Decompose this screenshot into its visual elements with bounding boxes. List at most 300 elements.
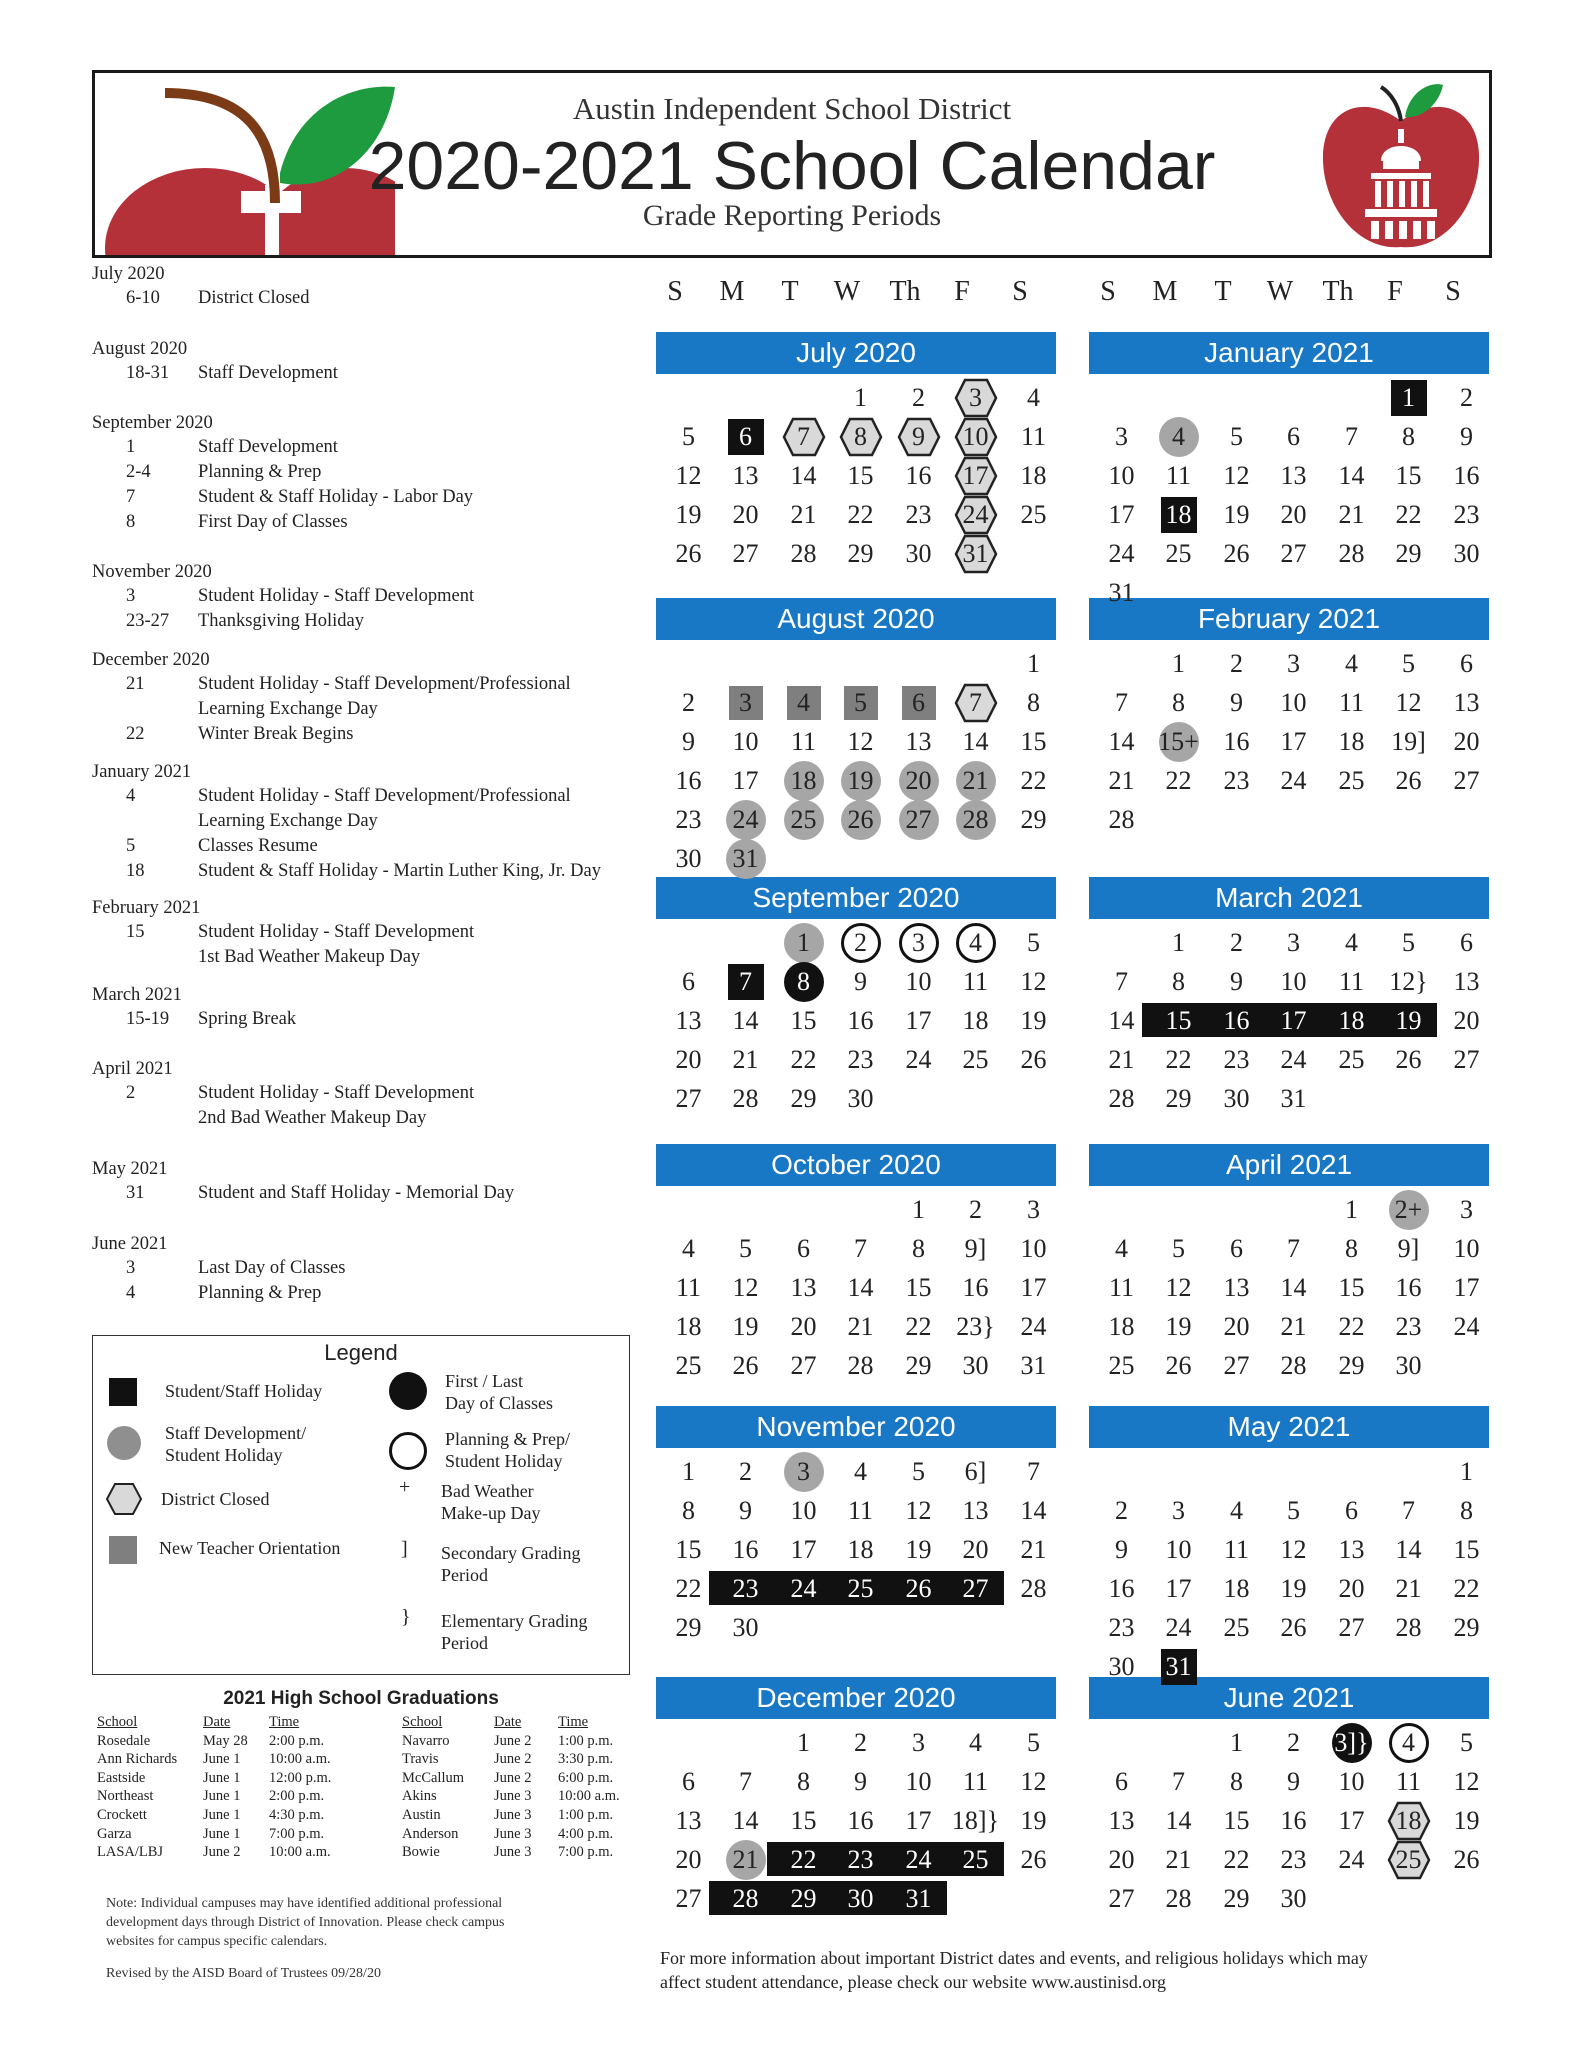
day-number: 26	[675, 539, 702, 568]
day-number: 11	[1165, 461, 1192, 490]
day-number: 5	[1287, 1496, 1300, 1525]
calendar-day	[1438, 1491, 1495, 1530]
plus-symbol: +	[399, 1476, 411, 1498]
day-number: 7	[969, 688, 982, 717]
day-number: 30	[962, 1351, 989, 1380]
graduation-cell: June 3	[494, 1825, 532, 1842]
calendar-day	[1093, 1491, 1150, 1530]
calendar-day	[1380, 1762, 1437, 1801]
day-number: 20	[1280, 500, 1307, 529]
day-number: 20	[675, 1045, 702, 1074]
day-number: 25	[1395, 1845, 1422, 1874]
day-number: 5	[1402, 928, 1415, 957]
calendar-day	[1208, 1608, 1265, 1647]
legend-first-last-line2: Day of Classes	[445, 1393, 553, 1413]
calendar-day	[1265, 923, 1322, 962]
calendar-day	[775, 1268, 832, 1307]
day-number: 2	[1115, 1496, 1128, 1525]
day-number: 11	[962, 967, 989, 996]
day-number: 14	[1108, 1006, 1135, 1035]
graduation-cell: Travis	[402, 1751, 439, 1768]
event-month-group	[92, 896, 652, 970]
event-row	[92, 435, 652, 460]
calendar-day	[890, 722, 947, 761]
calendar-day	[1208, 1346, 1265, 1385]
calendar-day	[717, 456, 774, 495]
day-number: 28	[1108, 805, 1135, 834]
calendar-day	[1380, 417, 1437, 456]
month-title-bar: June 2021	[1089, 1677, 1489, 1719]
weekday-header: F	[954, 276, 970, 307]
weekday-header: T	[781, 276, 799, 307]
calendar-day	[890, 378, 947, 417]
day-number: 19	[675, 500, 702, 529]
legend	[92, 1335, 630, 1675]
day-number: 8	[1172, 688, 1185, 717]
day-number: 14	[962, 727, 989, 756]
day-number: 8	[797, 1767, 810, 1796]
day-number: 9]	[964, 1234, 987, 1263]
event-row	[92, 1256, 652, 1281]
graduation-row	[402, 1732, 652, 1751]
calendar-day	[1208, 1723, 1265, 1762]
calendar-day	[717, 761, 774, 800]
day-number: 5	[1172, 1234, 1185, 1263]
calendar-day	[1005, 417, 1062, 456]
graduation-cell: June 3	[494, 1844, 532, 1861]
day-number: 28	[732, 1884, 759, 1913]
graduation-row	[97, 1806, 367, 1825]
month-calendar	[1089, 332, 1489, 612]
day-number: 17	[962, 461, 989, 490]
calendar-day	[717, 1801, 774, 1840]
calendar-day	[1208, 683, 1265, 722]
day-number: 27	[1453, 1045, 1480, 1074]
weekday-header: M	[719, 276, 745, 307]
day-number: 2	[854, 1728, 867, 1757]
month-calendar	[656, 877, 1056, 1118]
calendar-day	[1438, 1229, 1495, 1268]
calendar-day	[717, 962, 774, 1001]
calendar-day	[660, 456, 717, 495]
calendar-day	[1323, 683, 1380, 722]
day-number: 17	[790, 1535, 817, 1564]
calendar-day	[1265, 1307, 1322, 1346]
calendar-day	[1005, 378, 1062, 417]
day-number: 5	[739, 1234, 752, 1263]
day-number: 30	[905, 539, 932, 568]
graduation-row	[97, 1732, 367, 1751]
day-number: 18	[790, 766, 817, 795]
calendar-day	[775, 962, 832, 1001]
day-number: 17	[1165, 1574, 1192, 1603]
day-number: 30	[732, 1613, 759, 1642]
day-number: 4	[969, 928, 982, 957]
day-number: 24	[732, 805, 759, 834]
legend-first-last-line1: First / Last	[445, 1371, 524, 1391]
day-number: 2	[854, 928, 867, 957]
day-number: 23	[847, 1045, 874, 1074]
calendar-day	[775, 417, 832, 456]
day-number: 23	[1223, 1045, 1250, 1074]
day-number: 12	[1020, 967, 1047, 996]
calendar-day	[1438, 761, 1495, 800]
day-number: 18	[1338, 1006, 1365, 1035]
day-number: 7	[1287, 1234, 1300, 1263]
event-row	[92, 722, 652, 747]
calendar-day	[890, 1346, 947, 1385]
day-number: 21	[732, 1845, 759, 1874]
calendar-day	[1380, 534, 1437, 573]
calendar-day	[832, 1530, 889, 1569]
event-date: 1	[126, 437, 136, 457]
day-number: 4	[682, 1234, 695, 1263]
day-number: 14	[847, 1273, 874, 1302]
calendar-day	[1323, 1229, 1380, 1268]
calendar-day	[660, 1040, 717, 1079]
day-number: 19	[1165, 1312, 1192, 1341]
day-number: 5	[1230, 422, 1243, 451]
day-number: 27	[732, 539, 759, 568]
event-description: Last Day of Classes	[198, 1258, 346, 1278]
day-number: 19	[1223, 500, 1250, 529]
event-month-group	[92, 1157, 652, 1206]
day-number: 13	[1280, 461, 1307, 490]
day-number: 15	[1165, 1006, 1192, 1035]
calendar-day	[1005, 1307, 1062, 1346]
calendar-day	[775, 761, 832, 800]
page-title: 2020-2021 School Calendar	[368, 128, 1216, 204]
legend-staff-dev-line1: Staff Development/	[165, 1423, 307, 1443]
day-number: 3	[1172, 1496, 1185, 1525]
calendar-day	[1438, 534, 1495, 573]
day-number: 11	[1223, 1535, 1250, 1564]
month-calendar	[656, 1677, 1056, 1918]
day-number: 14	[1165, 1806, 1192, 1835]
day-number: 18	[847, 1535, 874, 1564]
day-number: 4	[1172, 422, 1185, 451]
day-number: 23	[1223, 766, 1250, 795]
gray-circle-icon	[107, 1426, 141, 1460]
calendar-day	[1093, 683, 1150, 722]
day-number: 4	[1115, 1234, 1128, 1263]
calendar-day	[1265, 1879, 1322, 1918]
calendar-day	[1208, 1491, 1265, 1530]
day-number: 6	[1460, 649, 1473, 678]
day-number: 11	[790, 727, 817, 756]
day-number: 30	[847, 1884, 874, 1913]
day-number: 6	[682, 967, 695, 996]
calendar-day	[1208, 962, 1265, 1001]
day-number: 6]	[964, 1457, 987, 1486]
day-number: 21	[732, 1045, 759, 1074]
calendar-day	[1150, 417, 1207, 456]
event-description: Student and Staff Holiday - Memorial Day	[198, 1183, 515, 1203]
day-number: 6	[1345, 1496, 1358, 1525]
calendar-day	[1323, 417, 1380, 456]
event-row	[92, 1181, 652, 1206]
hexagon-icon	[105, 1482, 143, 1516]
calendar-day	[1208, 1569, 1265, 1608]
calendar-day	[1380, 1723, 1437, 1762]
calendar-day	[1150, 1840, 1207, 1879]
day-number: 16	[675, 766, 702, 795]
day-number: 4	[1345, 928, 1358, 957]
day-number: 1	[1172, 649, 1185, 678]
calendar-day	[717, 1268, 774, 1307]
day-number: 22	[905, 1312, 932, 1341]
calendar-day	[890, 1452, 947, 1491]
calendar-day	[832, 1840, 889, 1879]
day-number: 27	[675, 1884, 702, 1913]
calendar-day	[1093, 722, 1150, 761]
ring-circle-icon	[389, 1432, 427, 1470]
day-number: 18]}	[951, 1806, 1000, 1835]
calendar-day	[832, 923, 889, 962]
event-month-name: December 2020	[92, 650, 210, 670]
legend-holiday: Student/Staff Holiday	[165, 1381, 323, 1401]
day-number: 6	[1115, 1767, 1128, 1796]
graduation-cell: 3:30 p.m.	[558, 1751, 614, 1768]
calendar-day	[1438, 1001, 1495, 1040]
graduation-cell: June 2	[494, 1769, 532, 1786]
event-description: Student Holiday - Staff Development/Professional	[198, 674, 571, 694]
event-date: 3	[126, 586, 136, 606]
calendar-day	[1438, 1723, 1495, 1762]
day-number: 19	[1453, 1806, 1480, 1835]
footer-info	[660, 1946, 1500, 1994]
event-row	[92, 485, 652, 510]
day-number: 20	[905, 766, 932, 795]
event-month-name: February 2021	[92, 898, 201, 918]
event-row	[92, 1281, 652, 1306]
calendar-day	[1005, 1268, 1062, 1307]
calendar-day	[1208, 1762, 1265, 1801]
calendar-day	[1380, 722, 1437, 761]
weekday-header: M	[1152, 276, 1178, 307]
day-number: 30	[1108, 1652, 1135, 1681]
calendar-day	[947, 378, 1004, 417]
day-number: 23	[905, 500, 932, 529]
event-description: Planning & Prep	[198, 1283, 322, 1303]
calendar-day	[660, 1491, 717, 1530]
calendar-day	[1265, 1569, 1322, 1608]
graduation-row	[97, 1843, 367, 1862]
calendar-day	[1093, 1608, 1150, 1647]
graduations-header-cell: Time	[558, 1714, 589, 1730]
event-month-group	[92, 760, 652, 884]
calendar-day	[1265, 534, 1322, 573]
event-description: First Day of Classes	[198, 512, 348, 532]
day-number: 15	[1223, 1806, 1250, 1835]
weekday-header: W	[1266, 276, 1294, 307]
calendar-day	[1438, 1268, 1495, 1307]
weekday-header: F	[1387, 276, 1403, 307]
calendar-day	[1265, 644, 1322, 683]
calendar-day	[1323, 1268, 1380, 1307]
day-number: 14	[790, 461, 817, 490]
day-number: 1	[797, 928, 810, 957]
day-number: 15	[675, 1535, 702, 1564]
calendar-day	[1438, 1040, 1495, 1079]
day-number: 16	[1395, 1273, 1422, 1302]
calendar-day	[832, 1268, 889, 1307]
calendar-day	[660, 1079, 717, 1118]
day-number: 25	[1338, 766, 1365, 795]
calendar-day	[660, 1801, 717, 1840]
calendar-day	[1438, 456, 1495, 495]
calendar-day	[660, 1268, 717, 1307]
calendar-day	[1208, 761, 1265, 800]
graduation-cell: June 1	[203, 1806, 241, 1823]
calendar-day	[890, 683, 947, 722]
day-number: 11	[962, 1767, 989, 1796]
day-number: 29	[905, 1351, 932, 1380]
graduation-row	[97, 1750, 367, 1769]
calendar-day	[1380, 495, 1437, 534]
calendar-day	[890, 1840, 947, 1879]
calendar-day	[1208, 1801, 1265, 1840]
calendar-day	[1150, 1079, 1207, 1118]
day-number: 26	[1165, 1351, 1192, 1380]
day-number: 27	[1108, 1884, 1135, 1913]
graduations-header-cell: Time	[269, 1714, 300, 1730]
day-number: 26	[847, 805, 874, 834]
event-date: 31	[126, 1183, 145, 1203]
day-number: 18	[675, 1312, 702, 1341]
calendar-day	[775, 1840, 832, 1879]
calendar-day	[717, 800, 774, 839]
calendar-day	[890, 456, 947, 495]
calendar-day	[660, 683, 717, 722]
calendar-day	[947, 1040, 1004, 1079]
day-number: 19	[732, 1312, 759, 1341]
calendar-day	[1265, 1762, 1322, 1801]
day-number: 1	[1172, 928, 1185, 957]
day-number: 19]	[1391, 727, 1426, 756]
month-days-grid	[1089, 1186, 1489, 1385]
day-number: 3	[912, 928, 925, 957]
calendar-day	[890, 1530, 947, 1569]
calendar-day	[1438, 1452, 1495, 1491]
calendar-day	[947, 800, 1004, 839]
day-number: 16	[1280, 1806, 1307, 1835]
calendar-day	[832, 722, 889, 761]
day-number: 27	[962, 1574, 989, 1603]
calendar-day	[660, 1608, 717, 1647]
calendar-day	[1380, 761, 1437, 800]
calendar-day	[1150, 1762, 1207, 1801]
day-number: 27	[1223, 1351, 1250, 1380]
calendar-day	[890, 1268, 947, 1307]
day-number: 12	[1020, 1767, 1047, 1796]
day-number: 31	[962, 539, 989, 568]
calendar-day	[832, 1229, 889, 1268]
day-number: 27	[1338, 1613, 1365, 1642]
graduation-row	[402, 1787, 652, 1806]
event-date: 18-31	[126, 363, 170, 383]
day-number: 28	[790, 539, 817, 568]
day-number: 10	[790, 1496, 817, 1525]
calendar-day	[717, 683, 774, 722]
event-month-name: November 2020	[92, 562, 212, 582]
graduation-cell: Bowie	[402, 1844, 440, 1861]
calendar-day	[1323, 1530, 1380, 1569]
calendar-day	[1093, 1879, 1150, 1918]
month-calendar	[656, 1406, 1056, 1647]
day-number: 8	[1345, 1234, 1358, 1263]
calendar-day	[832, 962, 889, 1001]
calendar-day	[947, 1530, 1004, 1569]
calendar-day	[775, 923, 832, 962]
day-number: 28	[1280, 1351, 1307, 1380]
day-number: 22	[1338, 1312, 1365, 1341]
day-number: 16	[847, 1006, 874, 1035]
day-number: 10	[1453, 1234, 1480, 1263]
day-number: 5	[1460, 1728, 1473, 1757]
event-month-name: March 2021	[92, 985, 182, 1005]
day-number: 28	[732, 1084, 759, 1113]
day-number: 7	[1115, 688, 1128, 717]
day-number: 6	[1287, 422, 1300, 451]
day-number: 6	[739, 422, 752, 451]
day-number: 21	[1108, 1045, 1135, 1074]
graduation-cell: Akins	[402, 1788, 437, 1805]
calendar-day	[1208, 1229, 1265, 1268]
calendar-day	[832, 1801, 889, 1840]
weekday-header: S	[1445, 276, 1461, 307]
day-number: 12	[905, 1496, 932, 1525]
calendar-day	[1150, 456, 1207, 495]
event-month-group	[92, 560, 652, 634]
calendar-day	[1438, 378, 1495, 417]
day-number: 9	[1230, 967, 1243, 996]
day-number: 7	[854, 1234, 867, 1263]
day-number: 2	[1230, 649, 1243, 678]
calendar-day	[1323, 1346, 1380, 1385]
calendar-day	[1150, 722, 1207, 761]
day-number: 8	[797, 967, 810, 996]
calendar-day	[717, 534, 774, 573]
calendar-day	[1150, 1801, 1207, 1840]
calendar-day	[775, 456, 832, 495]
calendar-day	[832, 1001, 889, 1040]
note-line: websites for campus specific calendars.	[106, 1934, 328, 1949]
district-name: Austin Independent School District	[572, 91, 1012, 126]
calendar-day	[717, 1530, 774, 1569]
calendar-day	[775, 1229, 832, 1268]
day-number: 8	[682, 1496, 695, 1525]
month-calendar	[1089, 1144, 1489, 1385]
calendar-day	[717, 1346, 774, 1385]
day-number: 28	[847, 1351, 874, 1380]
day-number: 12	[732, 1273, 759, 1302]
day-number: 26	[1020, 1845, 1047, 1874]
day-number: 19	[1395, 1006, 1422, 1035]
calendar-day	[1265, 1491, 1322, 1530]
graduation-cell: June 3	[494, 1806, 532, 1823]
calendar-day	[1150, 1879, 1207, 1918]
day-number: 9	[682, 727, 695, 756]
event-month-group	[92, 983, 652, 1032]
weekday-header: S	[1012, 276, 1028, 307]
calendar-day	[1093, 800, 1150, 839]
day-number: 28	[1020, 1574, 1047, 1603]
calendar-day	[1380, 1268, 1437, 1307]
day-number: 2+	[1394, 1195, 1423, 1224]
day-number: 11	[847, 1496, 874, 1525]
note-line: Note: Individual campuses may have identified additional professional	[106, 1896, 503, 1911]
